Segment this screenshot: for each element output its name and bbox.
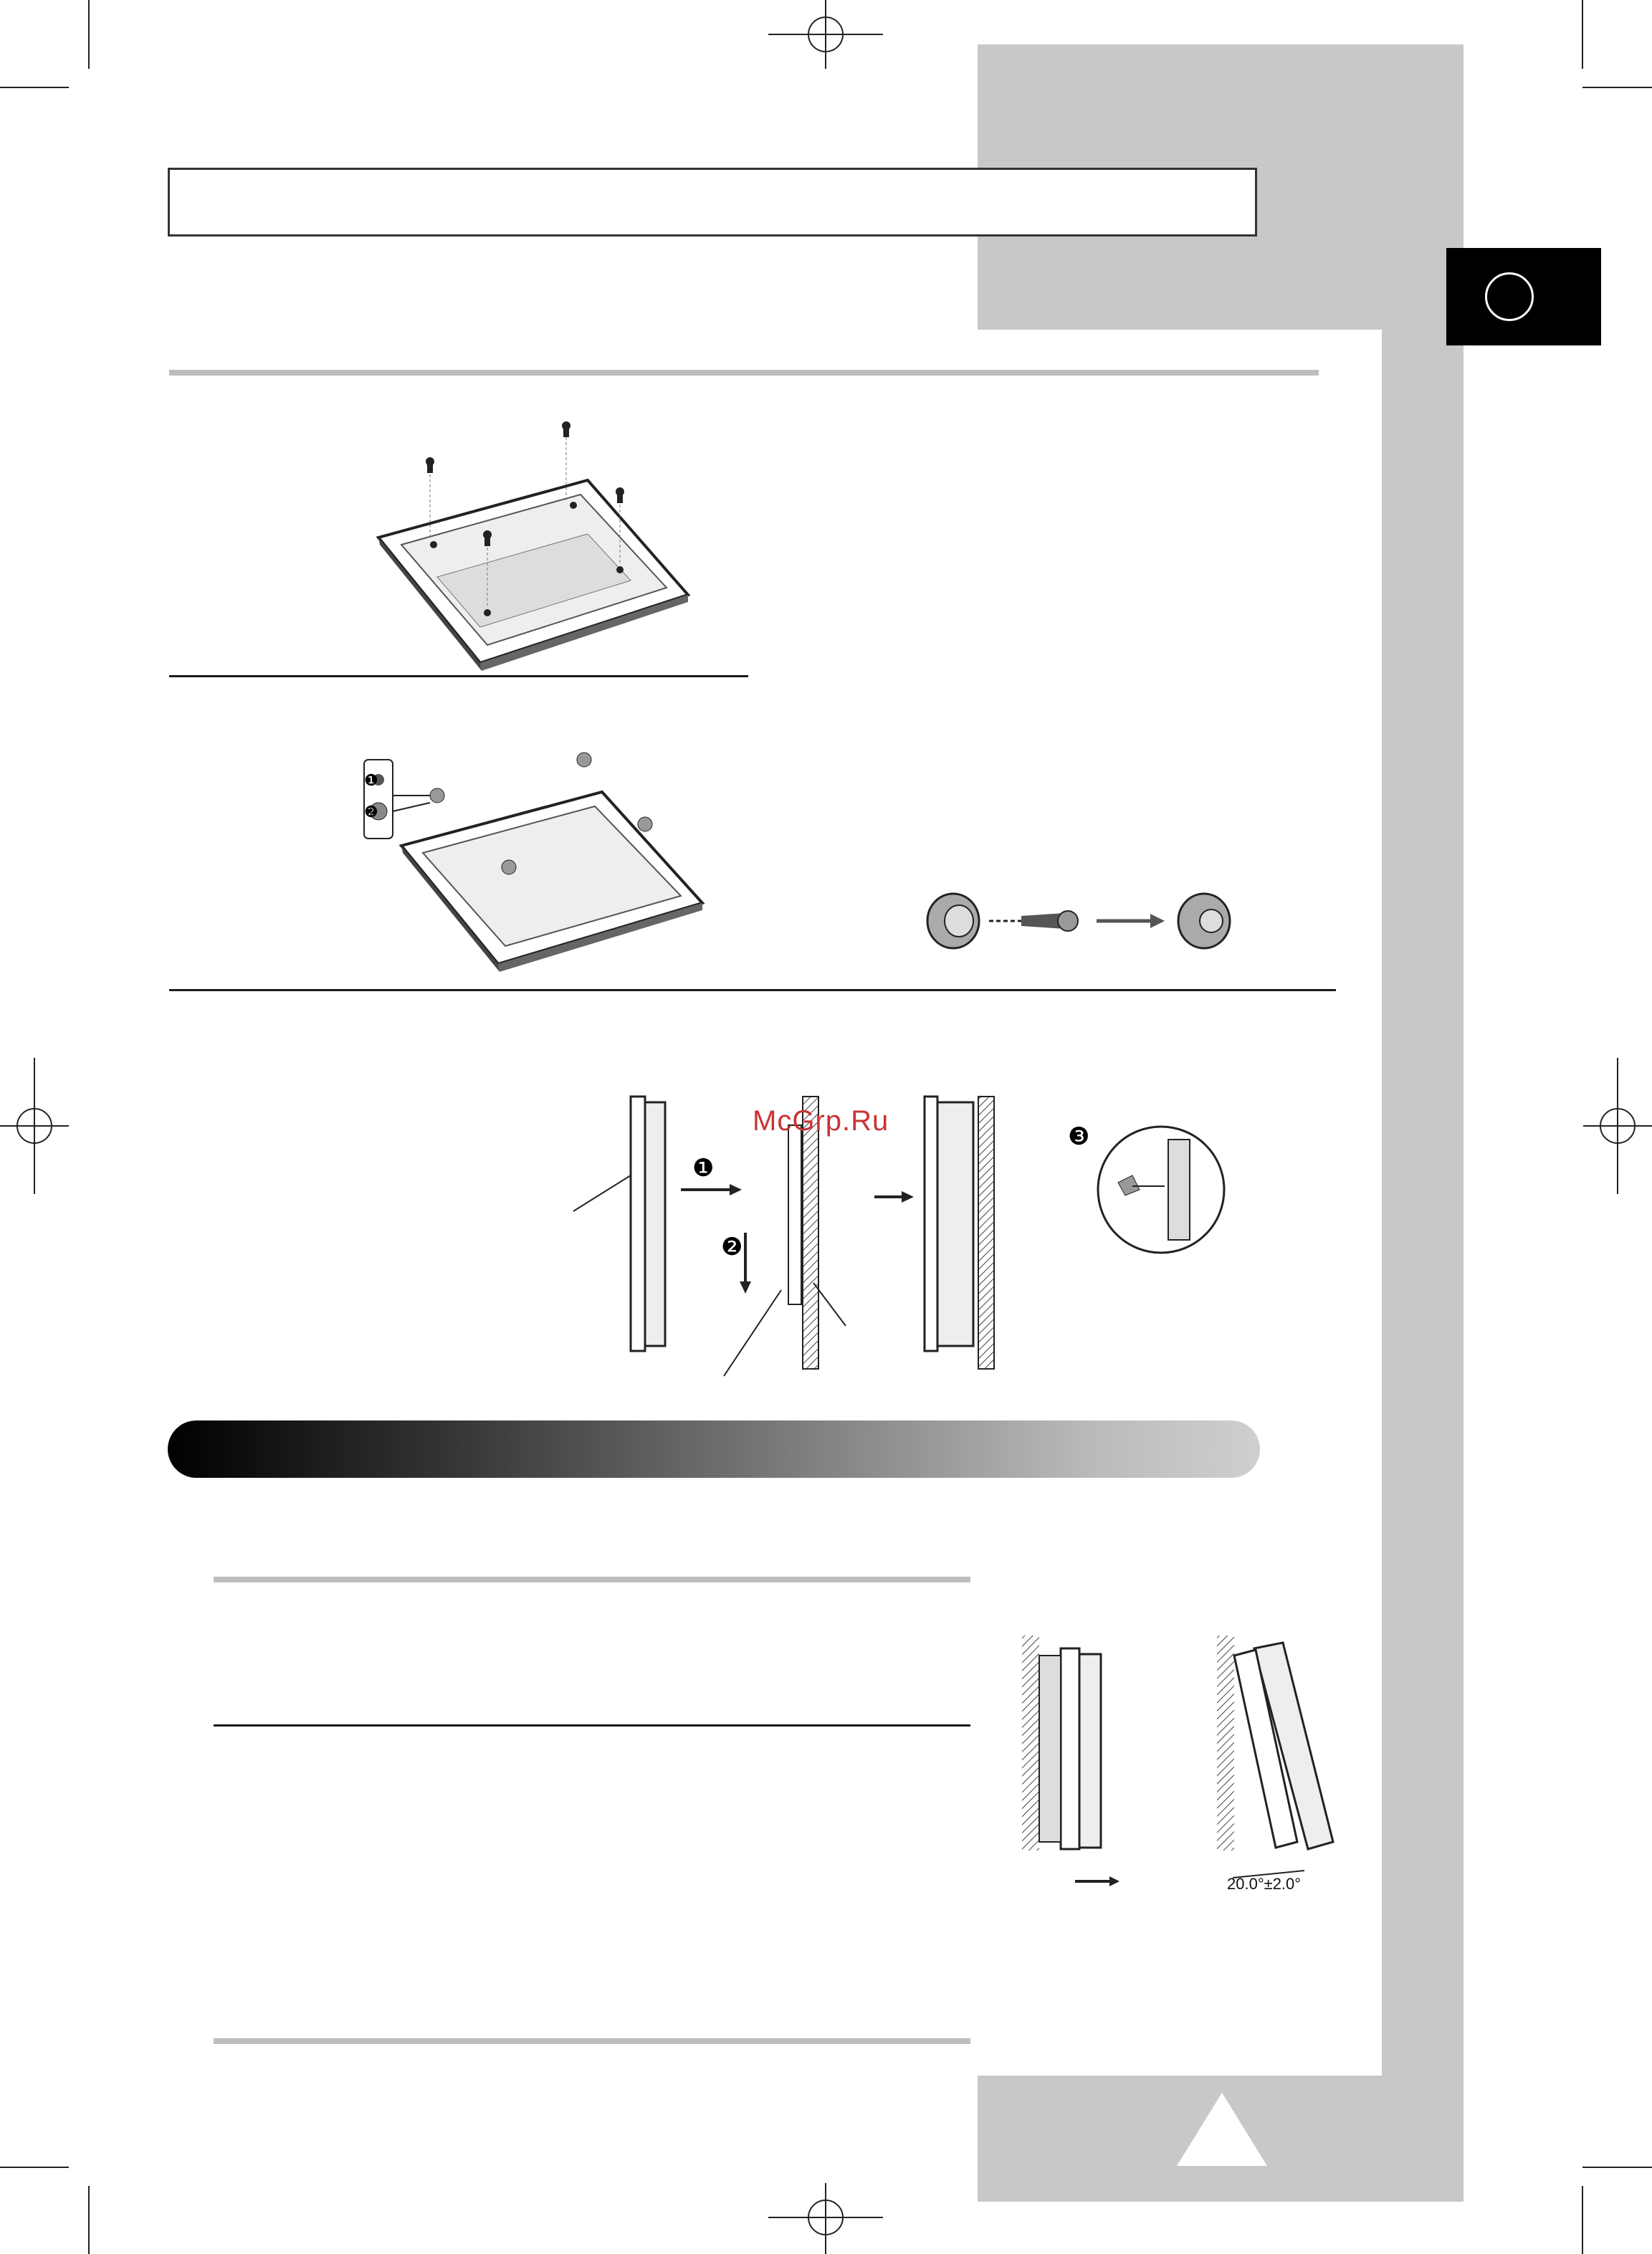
- figure-tilt-angle: [1018, 1634, 1333, 1892]
- figure-wall-mount-sequence: [566, 1089, 1240, 1383]
- callout-number-2: ❷: [364, 803, 378, 821]
- figure-spacer-screw-assembly: [925, 882, 1240, 960]
- figure-tv-back-spacers: [358, 731, 717, 975]
- callout-step-3: ❸: [1068, 1123, 1090, 1150]
- callout-number-1: ❶: [364, 771, 378, 789]
- callout-step-2: ❷: [721, 1233, 743, 1261]
- tilt-angle-label: 20.0°±2.0°: [1227, 1875, 1302, 1893]
- callout-step-1: ❶: [692, 1155, 715, 1182]
- figure-tv-back-screws-removed: [373, 416, 702, 674]
- watermark: McGrp.Ru: [753, 1105, 889, 1137]
